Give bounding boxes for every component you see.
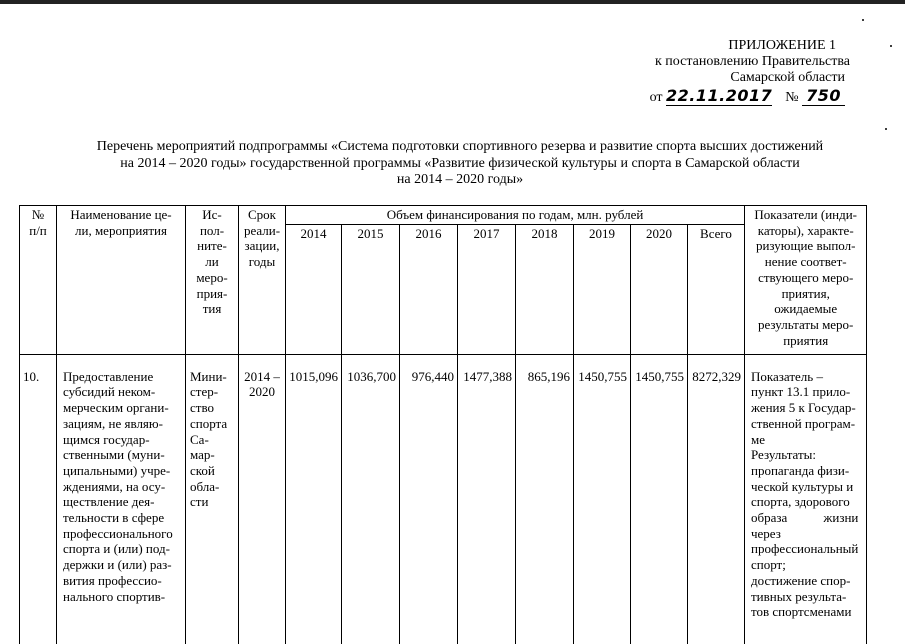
- header-indicators-line: каторы), характе-: [757, 222, 854, 238]
- header-executor-line: меро-: [196, 269, 228, 285]
- row-value-2018: 865,196: [516, 354, 574, 644]
- row-value-2015: 1036,700: [342, 354, 400, 644]
- row-indicators-line: пункт 13.1 прило-: [751, 384, 851, 400]
- header-term-line: годы: [248, 254, 276, 270]
- row-name-line: мерческим органи-: [63, 400, 169, 416]
- row-name-line: щимся государ-: [63, 431, 150, 447]
- header-term-text: [241, 207, 283, 270]
- row-executor-line: сти: [190, 494, 209, 510]
- row-name-line: спорта и (или) под-: [63, 541, 170, 557]
- row-name-line: ждениями, на осу-: [63, 478, 166, 494]
- header-term-line: Срок: [248, 207, 276, 222]
- document-title: [40, 139, 880, 189]
- row-indicators-line: Показатель –: [751, 368, 823, 384]
- row-indicators-line: жения 5 к Государ-: [751, 400, 856, 416]
- row-executor-line: обла-: [190, 478, 220, 494]
- header-indicators-line: нение соответ-: [764, 254, 847, 270]
- row-value-2014: 1015,096: [286, 354, 342, 644]
- row-value-2019: 1450,755: [574, 354, 631, 644]
- row-indicators-line: спорт;: [751, 557, 786, 573]
- header-num-line: п/п: [29, 222, 47, 238]
- row-indicators-line: достижение спор-: [751, 572, 851, 588]
- row-name-line: субсидий неком-: [63, 384, 156, 400]
- header-indicators: [745, 206, 867, 355]
- row-indicators: [745, 354, 867, 644]
- scan-speck: [890, 45, 892, 47]
- row-indicators-line: профессиональный: [751, 541, 859, 557]
- row-executor: [186, 354, 239, 644]
- top-border-line: [0, 0, 905, 4]
- row-name-line: вития профессио-: [63, 572, 162, 588]
- row-executor-line: ской: [190, 462, 215, 478]
- row-executor-text: [190, 369, 236, 510]
- appendix-region-line: Самарской области: [730, 70, 845, 85]
- row-indicators-text: [751, 369, 858, 620]
- row-name-line: тельности в сфере: [63, 510, 165, 526]
- row-term: [239, 354, 286, 644]
- header-total: Всего: [688, 224, 745, 354]
- header-executor-line: пол-: [199, 222, 225, 238]
- measures-table: [19, 205, 867, 644]
- header-executor-text: [188, 207, 236, 317]
- row-indicators-line: тов спортсменами: [751, 604, 852, 620]
- header-indicators-line: приятия: [783, 332, 829, 348]
- row-indicators-line: тивных результа-: [751, 588, 847, 604]
- header-year-2016: 2016: [400, 224, 458, 354]
- header-executor-line: ли: [205, 254, 219, 270]
- header-executor-line: ните-: [197, 238, 227, 254]
- header-indicators-text: [747, 207, 864, 348]
- row-name-line: ципальными) учре-: [63, 462, 171, 478]
- row-executor-line: спорта: [190, 415, 228, 431]
- row-indicators-line: ческой культуры и: [751, 478, 854, 494]
- header-term: [239, 206, 286, 355]
- row-indicators-line: Результаты:: [751, 447, 816, 463]
- header-executor-line: тия: [202, 301, 222, 317]
- appendix-title: ПРИЛОЖЕНИЕ 1: [728, 38, 836, 53]
- row-name-line: ственными (муни-: [63, 447, 165, 463]
- header-term-line: зации,: [244, 238, 280, 254]
- header-year-2020: 2020: [631, 224, 688, 354]
- row-name-text: [63, 369, 183, 605]
- row-num: 10.: [20, 354, 57, 644]
- header-executor-line: прия-: [196, 285, 228, 301]
- header-year-2015: 2015: [342, 224, 400, 354]
- header-indicators-line: ствующего меро-: [758, 269, 854, 285]
- header-indicators-line: ризующие выпол-: [755, 238, 856, 254]
- number-prefix: №: [785, 90, 799, 105]
- row-name-line: зациям, не являю-: [63, 415, 163, 431]
- header-num-line: №: [31, 207, 45, 222]
- header-executor: [186, 206, 239, 355]
- row-value-2017: 1477,388: [458, 354, 516, 644]
- row-value-2020: 1450,755: [631, 354, 688, 644]
- row-executor-line: стер-: [190, 384, 219, 400]
- row-indicators-line: спорта, здорового: [751, 494, 850, 510]
- row-indicators-line: пропаганда физи-: [751, 462, 850, 478]
- header-indicators-line: результаты меро-: [757, 316, 854, 332]
- row-name-line: нального спортив-: [63, 588, 166, 604]
- header-term-line: реали-: [243, 222, 281, 238]
- header-name-line: ли, мероприятия: [75, 222, 167, 238]
- row-name-line: Предоставление: [63, 368, 154, 384]
- row-term-line: 2020: [249, 384, 275, 400]
- row-executor-line: Мини-: [190, 368, 227, 384]
- header-name-text: [59, 207, 183, 238]
- date-prefix: от: [649, 90, 663, 105]
- header-year-2018: 2018: [516, 224, 574, 354]
- header-year-2019: 2019: [574, 224, 631, 354]
- appendix-date-line: [560, 88, 850, 106]
- appendix-resolution-line: к постановлению Правительства: [654, 54, 850, 69]
- header-num: [20, 206, 57, 355]
- header-year-2014: 2014: [286, 224, 342, 354]
- header-name-line: Наименование це-: [70, 207, 172, 222]
- appendix-header: [560, 38, 850, 106]
- document-title-line-1: Перечень мероприятий подпрограммы «Система подготовки спортивного резерва и развитие спорта высших достижений: [96, 139, 824, 154]
- document-title-line-3: на 2014 – 2020 годы»: [396, 172, 524, 187]
- row-indicators-line: ме: [751, 431, 765, 447]
- document-title-line-2: на 2014 – 2020 годы» государственной программы «Развитие физической культуры и спорта в Самарской области: [120, 155, 800, 171]
- row-name-line: профессионального: [63, 525, 173, 541]
- header-year-2017: 2017: [458, 224, 516, 354]
- header-indicators-line: приятия,: [781, 285, 830, 301]
- header-funding-group: Объем финансирования по годам, млн. рублей: [286, 206, 745, 225]
- header-indicators-line: Показатели (инди-: [754, 207, 858, 222]
- row-indicators-line: образа жизни через: [751, 510, 859, 541]
- header-indicators-line: ожидаемые: [774, 301, 838, 317]
- row-value-2016: 976,440: [400, 354, 458, 644]
- row-executor-line: Са-: [190, 431, 209, 447]
- scan-speck: [885, 128, 887, 130]
- row-term-text: [241, 369, 283, 400]
- handwritten-number: 750: [802, 86, 845, 106]
- row-name: [57, 354, 186, 644]
- row-executor-line: мар-: [190, 447, 215, 463]
- row-name-line: держки и (или) раз-: [63, 557, 172, 573]
- row-value-total: 8272,329: [688, 354, 745, 644]
- row-term-line: 2014 –: [244, 368, 280, 384]
- header-executor-line: Ис-: [202, 207, 222, 222]
- row-indicators-line: ственной програм-: [751, 415, 856, 431]
- row-name-line: ществление дея-: [63, 494, 155, 510]
- header-num-text: [22, 207, 54, 238]
- row-executor-line: ство: [190, 400, 215, 416]
- handwritten-date: 22.11.2017: [666, 86, 773, 105]
- scan-speck: [862, 19, 864, 21]
- header-name: [57, 206, 186, 355]
